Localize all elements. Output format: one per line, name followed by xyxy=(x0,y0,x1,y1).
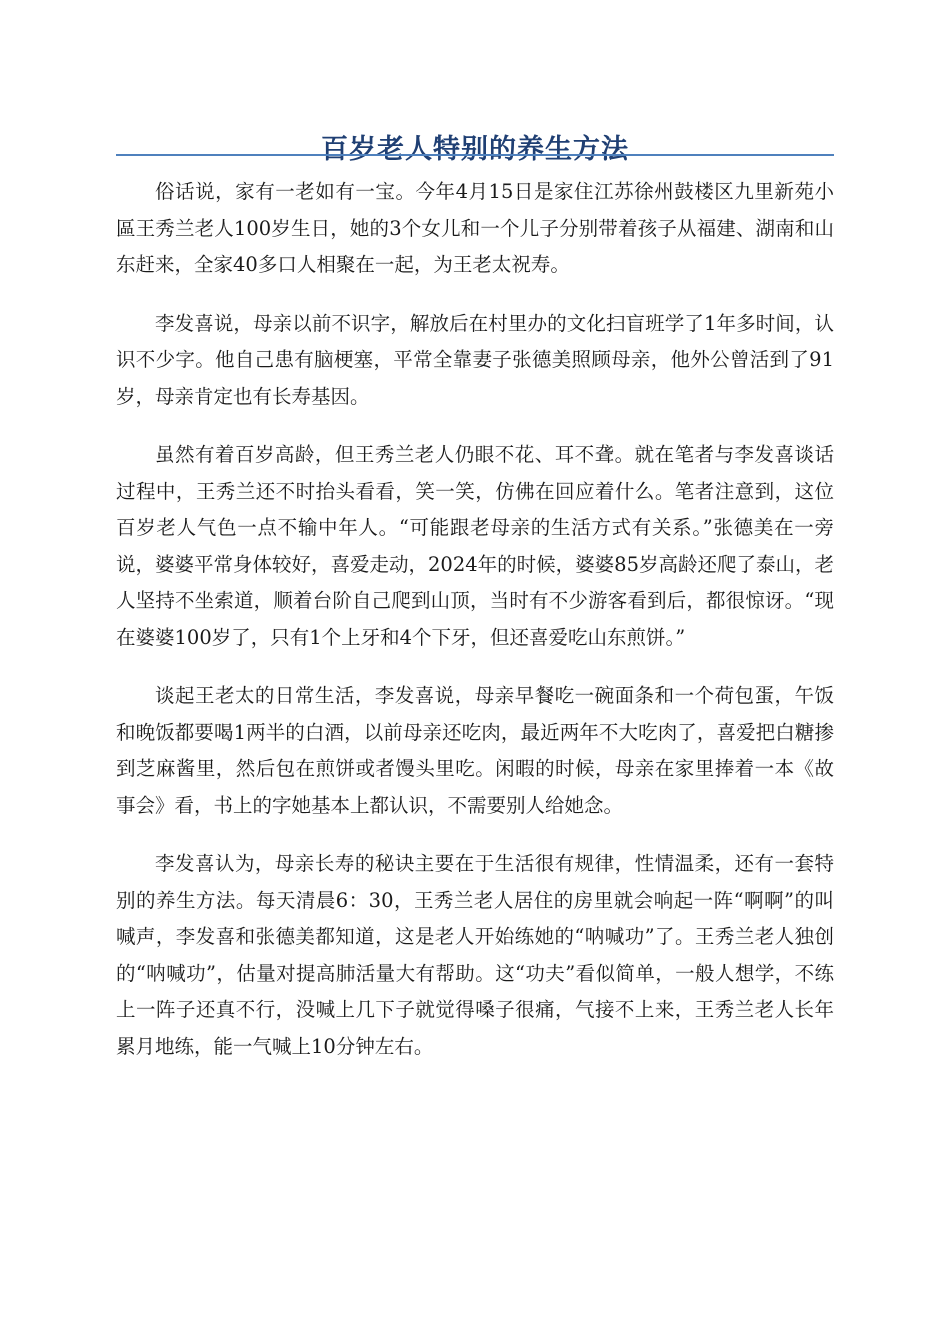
document-body xyxy=(116,174,834,1087)
paragraph-2: 李发喜说，母亲以前不识字，解放后在村里办的文化扫盲班学了1年多时间，认识不少字。他自己患有脑梗塞，平常全靠妻子张德美照顾母亲，他外公曾活到了91岁，母亲肯定也有长寿基因。 xyxy=(116,311,834,408)
paragraph-1: 俗话说，家有一老如有一宝。今年4月15日是家住江苏徐州鼓楼区九里新苑小區王秀兰老人100岁生日，她的3个女儿和一个儿子分别带着孩子从福建、湖南和山东赶来，全家40多口人相聚在一起，为王老太祝寿。 xyxy=(116,180,834,276)
document-title: 百岁老人特别的养生方法 xyxy=(321,134,629,166)
paragraph-3: 虽然有着百岁高龄，但王秀兰老人仍眼不花、耳不聋。就在笔者与李发喜谈话过程中，王秀兰还不时抬头看看，笑一笑，仿佛在回应着什么。笔者注意到，这位百岁老人气色一点不输中年人。“可能跟老母亲的生活方式有关系。”张德美在一旁说，婆婆平常身体较好，喜爱走动，2024年的时候，婆婆85岁高龄还爬了泰山，老人坚持不坐索道，顺着台阶自己爬到山顶，当时有不少游客看到后，都很惊讶。“现在婆婆100岁了，只有1个上牙和4个下牙，但还喜爱吃山东煎饼。” xyxy=(116,443,834,649)
title-underline xyxy=(116,154,834,156)
paragraph-4: 谈起王老太的日常生活，李发喜说，母亲早餐吃一碗面条和一个荷包蛋，午饭和晚饭都要喝1两半的白酒，以前母亲还吃肉，最近两年不大吃肉了，喜爱把白糖掺到芝麻酱里，然后包在煎饼或者馒头里吃。闲暇的时候，母亲在家里捧着一本《故事会》看，书上的字她基本上都认识，不需要别人给她念。 xyxy=(116,684,834,817)
paragraph-5: 李发喜认为，母亲长寿的秘诀主要在于生活很有规律，性情温柔，还有一套特别的养生方法。每天清晨6：30，王秀兰老人居住的房里就会响起一阵“啊啊”的叫喊声，李发喜和张德美都知道，这是老人开始练她的“呐喊功”了。王秀兰老人独创的“呐喊功”，估量对提高肺活量大有帮助。这“功夫”看似简单，一般人想学，不练上一阵子还真不行，没喊上几下子就觉得嗓子很痛，气接不上来，王秀兰老人长年累月地练，能一气喊上10分钟左右。 xyxy=(116,852,834,1058)
